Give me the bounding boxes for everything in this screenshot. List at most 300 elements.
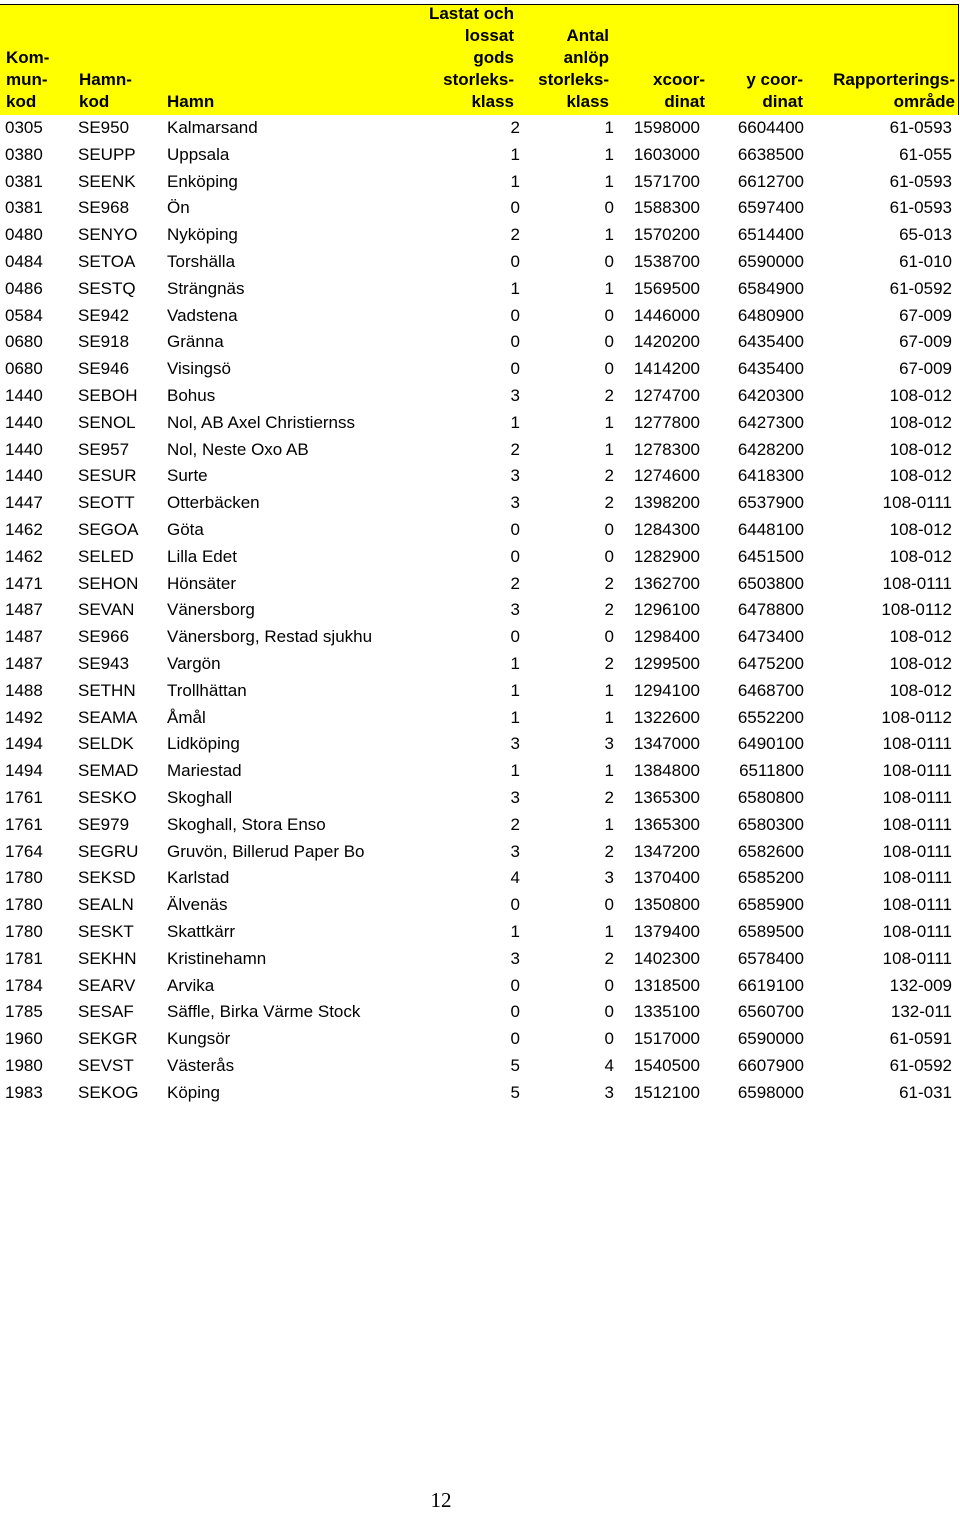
cell-rapporteringsomrade: 108-012	[889, 546, 952, 566]
cell-kommunkod: 1487	[5, 627, 43, 647]
cell-hamn: Uppsala	[167, 144, 230, 164]
cell-hamn: Visingsö	[167, 359, 231, 379]
cell-ycoordinate: 6598000	[737, 1082, 804, 1102]
cell-hamnkod: SESKO	[78, 787, 137, 807]
cell-anlop-klass: 1	[604, 707, 614, 727]
cell-hamn: Arvika	[167, 975, 215, 995]
cell-hamnkod: SEKSD	[78, 868, 136, 888]
cell-anlop-klass: 0	[604, 359, 614, 379]
cell-gods-klass: 0	[510, 546, 520, 566]
cell-hamnkod: SETHN	[78, 680, 136, 700]
cell-hamn: Trollhättan	[167, 680, 247, 700]
cell-hamnkod: SEKHN	[78, 948, 137, 968]
cell-hamnkod: SELDK	[78, 734, 134, 754]
cell-rapporteringsomrade: 108-012	[889, 412, 952, 432]
cell-hamn: Säffle, Birka Värme Stock	[167, 1002, 361, 1022]
cell-anlop-klass: 1	[604, 680, 614, 700]
cell-hamnkod: SE957	[78, 439, 130, 459]
cell-rapporteringsomrade: 108-0111	[882, 761, 952, 781]
cell-hamnkod: SEHON	[78, 573, 139, 593]
cell-rapporteringsomrade: 132-011	[890, 1002, 952, 1022]
cell-rapporteringsomrade: 67-009	[899, 332, 952, 352]
cell-ycoordinate: 6478800	[737, 600, 804, 620]
table-row	[0, 705, 960, 732]
cell-gods-klass: 1	[510, 412, 520, 432]
cell-xcoordinate: 1322600	[633, 707, 700, 727]
cell-anlop-klass: 4	[604, 1055, 614, 1075]
table-row	[0, 973, 960, 1000]
cell-hamnkod: SE968	[78, 198, 130, 218]
cell-gods-klass: 0	[510, 627, 520, 647]
cell-hamn: Bohus	[167, 385, 216, 405]
cell-kommunkod: 1494	[5, 734, 43, 754]
cell-anlop-klass: 2	[604, 493, 614, 513]
cell-anlop-klass: 3	[604, 1082, 614, 1102]
cell-anlop-klass: 0	[604, 895, 614, 915]
cell-xcoordinate: 1446000	[633, 305, 700, 325]
cell-gods-klass: 0	[510, 895, 520, 915]
cell-rapporteringsomrade: 108-0112	[881, 707, 952, 727]
cell-anlop-klass: 3	[604, 868, 614, 888]
cell-xcoordinate: 1298400	[633, 627, 700, 647]
cell-gods-klass: 2	[510, 225, 520, 245]
cell-rapporteringsomrade: 108-012	[889, 466, 952, 486]
cell-anlop-klass: 2	[604, 466, 614, 486]
cell-gods-klass: 1	[510, 144, 520, 164]
cell-hamn: Vadstena	[167, 305, 238, 325]
cell-hamn: Kalmarsand	[167, 118, 258, 137]
cell-ycoordinate: 6585200	[737, 868, 804, 888]
table-row	[0, 490, 960, 517]
cell-ycoordinate: 6589500	[737, 921, 804, 941]
cell-hamnkod: SEOTT	[78, 493, 135, 513]
cell-rapporteringsomrade: 65-013	[899, 225, 952, 245]
cell-xcoordinate: 1538700	[633, 251, 700, 271]
table-row	[0, 383, 960, 410]
cell-rapporteringsomrade: 61-0592	[889, 278, 952, 298]
cell-rapporteringsomrade: 108-0111	[882, 868, 952, 888]
cell-gods-klass: 3	[510, 466, 520, 486]
cell-hamnkod: SEBOH	[78, 385, 138, 405]
cell-rapporteringsomrade: 108-0111	[882, 787, 952, 807]
cell-rapporteringsomrade: 108-0111	[882, 841, 952, 861]
cell-ycoordinate: 6619100	[737, 975, 804, 995]
cell-anlop-klass: 1	[604, 412, 614, 432]
cell-rapporteringsomrade: 61-0591	[889, 1029, 952, 1049]
cell-rapporteringsomrade: 108-0111	[882, 814, 952, 834]
cell-kommunkod: 0680	[5, 332, 43, 352]
cell-rapporteringsomrade: 108-0111	[882, 573, 952, 593]
cell-xcoordinate: 1277800	[633, 412, 700, 432]
cell-kommunkod: 1761	[5, 787, 43, 807]
cell-gods-klass: 2	[510, 118, 520, 137]
cell-ycoordinate: 6468700	[737, 680, 804, 700]
cell-gods-klass: 1	[510, 653, 520, 673]
table-row	[0, 919, 960, 946]
cell-ycoordinate: 6514400	[737, 225, 804, 245]
cell-rapporteringsomrade: 61-031	[899, 1082, 952, 1102]
cell-anlop-klass: 1	[604, 921, 614, 941]
cell-rapporteringsomrade: 108-0111	[882, 948, 952, 968]
cell-ycoordinate: 6638500	[737, 144, 804, 164]
cell-kommunkod: 1980	[5, 1055, 43, 1075]
cell-ycoordinate: 6503800	[737, 573, 804, 593]
table-row	[0, 356, 960, 383]
table-row	[0, 1080, 960, 1107]
cell-ycoordinate: 6448100	[737, 519, 804, 539]
cell-kommunkod: 0381	[5, 171, 43, 191]
cell-kommunkod: 1462	[5, 519, 43, 539]
cell-gods-klass: 1	[510, 171, 520, 191]
cell-anlop-klass: 1	[604, 278, 614, 298]
cell-gods-klass: 3	[510, 493, 520, 513]
cell-anlop-klass: 0	[604, 332, 614, 352]
table-row	[0, 678, 960, 705]
cell-xcoordinate: 1365300	[633, 814, 700, 834]
cell-kommunkod: 0584	[5, 305, 43, 325]
cell-anlop-klass: 0	[604, 546, 614, 566]
cell-rapporteringsomrade: 108-012	[889, 385, 952, 405]
cell-hamn: Mariestad	[167, 761, 242, 781]
table-row	[0, 410, 960, 437]
table-body	[0, 115, 960, 1106]
cell-ycoordinate: 6585900	[737, 895, 804, 915]
cell-gods-klass: 0	[510, 975, 520, 995]
cell-anlop-klass: 1	[604, 439, 614, 459]
cell-xcoordinate: 1588300	[633, 198, 700, 218]
cell-hamnkod: SE946	[78, 359, 130, 379]
cell-anlop-klass: 1	[604, 814, 614, 834]
cell-ycoordinate: 6582600	[737, 841, 804, 861]
cell-hamn: Skoghall, Stora Enso	[167, 814, 326, 834]
header-gods-storleksklass: Lastat och lossat gods storleks- klass	[428, 4, 514, 111]
cell-hamnkod: SEVST	[78, 1055, 134, 1075]
cell-kommunkod: 0305	[5, 118, 43, 137]
cell-gods-klass: 0	[510, 251, 520, 271]
cell-hamnkod: SEARV	[78, 975, 136, 995]
cell-hamnkod: SENOL	[78, 412, 136, 432]
table-row	[0, 758, 960, 785]
cell-kommunkod: 0486	[5, 278, 43, 298]
cell-gods-klass: 0	[510, 332, 520, 352]
cell-rapporteringsomrade: 61-0593	[889, 171, 952, 191]
cell-gods-klass: 1	[510, 761, 520, 781]
cell-hamnkod: SESUR	[78, 466, 137, 486]
cell-anlop-klass: 1	[604, 761, 614, 781]
cell-kommunkod: 1983	[5, 1082, 43, 1102]
cell-kommunkod: 1471	[5, 573, 43, 593]
cell-ycoordinate: 6580800	[737, 787, 804, 807]
cell-rapporteringsomrade: 108-0111	[882, 493, 952, 513]
cell-hamnkod: SEAMA	[78, 707, 138, 727]
cell-xcoordinate: 1570200	[633, 225, 700, 245]
cell-gods-klass: 0	[510, 1002, 520, 1022]
cell-hamnkod: SENYO	[78, 225, 138, 245]
cell-hamnkod: SE950	[78, 118, 130, 137]
cell-hamn: Nol, Neste Oxo AB	[167, 439, 309, 459]
cell-hamnkod: SEUPP	[78, 144, 136, 164]
table-row	[0, 624, 960, 651]
cell-xcoordinate: 1274700	[633, 385, 700, 405]
table-row	[0, 517, 960, 544]
cell-kommunkod: 1785	[5, 1002, 43, 1022]
header-anlop-storleksklass: Antal anlöp storleks- klass	[538, 26, 609, 111]
cell-xcoordinate: 1420200	[633, 332, 700, 352]
cell-kommunkod: 0380	[5, 144, 43, 164]
cell-kommunkod: 0381	[5, 198, 43, 218]
cell-anlop-klass: 1	[604, 225, 614, 245]
cell-xcoordinate: 1284300	[633, 519, 700, 539]
table-row	[0, 329, 960, 356]
cell-kommunkod: 0680	[5, 359, 43, 379]
cell-ycoordinate: 6418300	[737, 466, 804, 486]
cell-gods-klass: 2	[510, 814, 520, 834]
cell-ycoordinate: 6590000	[737, 1029, 804, 1049]
table-row	[0, 1053, 960, 1080]
cell-ycoordinate: 6480900	[737, 305, 804, 325]
cell-ycoordinate: 6420300	[737, 385, 804, 405]
cell-xcoordinate: 1347200	[633, 841, 700, 861]
cell-xcoordinate: 1296100	[633, 600, 700, 620]
cell-hamnkod: SETOA	[78, 251, 136, 271]
cell-xcoordinate: 1365300	[633, 787, 700, 807]
cell-kommunkod: 1784	[5, 975, 43, 995]
cell-rapporteringsomrade: 132-009	[889, 975, 952, 995]
cell-hamn: Västerås	[167, 1055, 235, 1075]
cell-xcoordinate: 1370400	[633, 868, 700, 888]
cell-hamn: Lidköping	[167, 734, 240, 754]
table-row	[0, 651, 960, 678]
cell-ycoordinate: 6490100	[737, 734, 804, 754]
cell-ycoordinate: 6451500	[737, 546, 804, 566]
cell-ycoordinate: 6590000	[737, 251, 804, 271]
cell-xcoordinate: 1540500	[633, 1055, 700, 1075]
table-row	[0, 463, 960, 490]
cell-hamnkod: SEGRU	[78, 841, 139, 861]
cell-hamnkod: SE943	[78, 653, 130, 673]
cell-rapporteringsomrade: 108-012	[889, 439, 952, 459]
cell-hamnkod: SEKGR	[78, 1029, 138, 1049]
cell-hamn: Ön	[167, 198, 190, 218]
table-row	[0, 597, 960, 624]
cell-xcoordinate: 1398200	[633, 493, 700, 513]
cell-hamnkod: SEKOG	[78, 1082, 139, 1102]
cell-gods-klass: 0	[510, 1029, 520, 1049]
cell-anlop-klass: 0	[604, 305, 614, 325]
cell-ycoordinate: 6604400	[737, 118, 804, 137]
cell-hamn: Skattkärr	[167, 921, 236, 941]
header-kommunkod: Kom- mun- kod	[6, 48, 50, 111]
cell-gods-klass: 0	[510, 198, 520, 218]
cell-hamnkod: SELED	[78, 546, 134, 566]
cell-kommunkod: 1488	[5, 680, 43, 700]
cell-anlop-klass: 0	[604, 1029, 614, 1049]
cell-rapporteringsomrade: 61-0593	[889, 198, 952, 218]
cell-hamnkod: SESKT	[78, 921, 134, 941]
table-row	[0, 544, 960, 571]
cell-hamn: Enköping	[167, 171, 238, 191]
cell-hamnkod: SEVAN	[78, 600, 135, 620]
cell-kommunkod: 1781	[5, 948, 43, 968]
cell-hamnkod: SEALN	[78, 895, 134, 915]
cell-xcoordinate: 1350800	[633, 895, 700, 915]
cell-rapporteringsomrade: 108-0111	[882, 895, 952, 915]
cell-hamnkod: SEMAD	[78, 761, 139, 781]
cell-rapporteringsomrade: 108-0111	[882, 734, 952, 754]
cell-hamn: Lilla Edet	[167, 546, 237, 566]
table-header	[0, 4, 959, 115]
cell-kommunkod: 1780	[5, 868, 43, 888]
cell-gods-klass: 2	[510, 439, 520, 459]
table-row	[0, 249, 960, 276]
cell-kommunkod: 1494	[5, 761, 43, 781]
cell-anlop-klass: 2	[604, 385, 614, 405]
cell-ycoordinate: 6560700	[737, 1002, 804, 1022]
cell-xcoordinate: 1598000	[633, 118, 700, 137]
table-row	[0, 437, 960, 464]
cell-hamnkod: SEGOA	[78, 519, 139, 539]
cell-gods-klass: 5	[510, 1055, 520, 1075]
cell-ycoordinate: 6435400	[737, 359, 804, 379]
cell-xcoordinate: 1384800	[633, 761, 700, 781]
cell-anlop-klass: 1	[604, 171, 614, 191]
cell-anlop-klass: 2	[604, 573, 614, 593]
page-number: 12	[430, 1488, 452, 1512]
cell-ycoordinate: 6537900	[737, 493, 804, 513]
cell-rapporteringsomrade: 61-055	[899, 144, 952, 164]
cell-gods-klass: 0	[510, 359, 520, 379]
cell-anlop-klass: 0	[604, 975, 614, 995]
cell-ycoordinate: 6607900	[737, 1055, 804, 1075]
table-row	[0, 115, 960, 142]
cell-hamnkod: SESTQ	[78, 278, 136, 298]
cell-ycoordinate: 6511800	[739, 761, 804, 781]
cell-hamn: Surte	[167, 466, 208, 486]
table-row	[0, 731, 960, 758]
cell-hamn: Köping	[167, 1082, 220, 1102]
cell-anlop-klass: 2	[604, 948, 614, 968]
cell-gods-klass: 4	[510, 868, 520, 888]
cell-gods-klass: 1	[510, 707, 520, 727]
cell-rapporteringsomrade: 108-0112	[881, 600, 952, 620]
cell-anlop-klass: 3	[604, 734, 614, 754]
cell-anlop-klass: 0	[604, 198, 614, 218]
cell-anlop-klass: 0	[604, 1002, 614, 1022]
cell-anlop-klass: 2	[604, 600, 614, 620]
cell-gods-klass: 5	[510, 1082, 520, 1102]
cell-rapporteringsomrade: 108-012	[889, 627, 952, 647]
table-row	[0, 142, 960, 169]
cell-ycoordinate: 6473400	[737, 627, 804, 647]
table-row	[0, 839, 960, 866]
cell-hamn: Skoghall	[167, 787, 233, 807]
cell-hamnkod: SE918	[78, 332, 130, 352]
cell-hamn: Kristinehamn	[167, 948, 267, 968]
header-ycoordinate: y coor- dinat	[746, 70, 803, 111]
cell-xcoordinate: 1379400	[633, 921, 700, 941]
cell-rapporteringsomrade: 108-012	[889, 653, 952, 673]
table-row	[0, 276, 960, 303]
cell-gods-klass: 1	[510, 921, 520, 941]
cell-kommunkod: 1780	[5, 921, 43, 941]
cell-hamn: Vargön	[167, 653, 221, 673]
header-hamn: Hamn	[167, 92, 215, 111]
cell-ycoordinate: 6584900	[737, 278, 804, 298]
table-row	[0, 1026, 960, 1053]
cell-hamn: Hönsäter	[167, 573, 236, 593]
cell-hamn: Göta	[167, 519, 204, 539]
cell-ycoordinate: 6427300	[737, 412, 804, 432]
table-row	[0, 785, 960, 812]
table-row	[0, 946, 960, 973]
cell-xcoordinate: 1335100	[633, 1002, 700, 1022]
cell-hamn: Karlstad	[167, 868, 230, 888]
cell-hamn: Vänersborg	[167, 600, 255, 620]
cell-hamnkod: SE979	[78, 814, 130, 834]
cell-xcoordinate: 1571700	[633, 171, 700, 191]
cell-ycoordinate: 6580300	[737, 814, 804, 834]
cell-hamnkod: SE966	[78, 627, 130, 647]
cell-xcoordinate: 1517000	[633, 1029, 700, 1049]
cell-kommunkod: 1764	[5, 841, 43, 861]
cell-kommunkod: 1487	[5, 600, 43, 620]
cell-anlop-klass: 0	[604, 627, 614, 647]
cell-rapporteringsomrade: 67-009	[899, 359, 952, 379]
header-hamnkod: Hamn- kod	[79, 70, 132, 111]
cell-xcoordinate: 1278300	[633, 439, 700, 459]
cell-kommunkod: 1440	[5, 466, 43, 486]
cell-ycoordinate: 6597400	[737, 198, 804, 218]
cell-gods-klass: 0	[510, 519, 520, 539]
cell-kommunkod: 1462	[5, 546, 43, 566]
cell-gods-klass: 3	[510, 948, 520, 968]
cell-rapporteringsomrade: 108-012	[889, 680, 952, 700]
table-row	[0, 812, 960, 839]
cell-xcoordinate: 1603000	[633, 144, 700, 164]
cell-rapporteringsomrade: 61-0592	[889, 1055, 952, 1075]
cell-gods-klass: 3	[510, 841, 520, 861]
cell-ycoordinate: 6552200	[737, 707, 804, 727]
cell-gods-klass: 1	[510, 278, 520, 298]
cell-kommunkod: 1492	[5, 707, 43, 727]
cell-xcoordinate: 1569500	[633, 278, 700, 298]
cell-hamn: Torshälla	[167, 251, 236, 271]
cell-hamnkod: SE942	[78, 305, 130, 325]
table-row	[0, 999, 960, 1026]
cell-rapporteringsomrade: 61-0593	[889, 118, 952, 137]
header-rapporteringsomrade: Rapporterings- område	[833, 70, 955, 111]
table-row	[0, 892, 960, 919]
header-xcoordinate: xcoor- dinat	[653, 70, 705, 111]
cell-hamn: Nol, AB Axel Christiernss	[167, 412, 356, 432]
table-row	[0, 169, 960, 196]
cell-hamn: Kungsör	[167, 1029, 231, 1049]
cell-anlop-klass: 1	[604, 118, 614, 137]
cell-hamn: Otterbäcken	[167, 493, 260, 513]
cell-xcoordinate: 1402300	[633, 948, 700, 968]
cell-ycoordinate: 6435400	[737, 332, 804, 352]
cell-hamn: Gruvön, Billerud Paper Bo	[167, 841, 365, 861]
cell-xcoordinate: 1318500	[633, 975, 700, 995]
table-row	[0, 222, 960, 249]
cell-rapporteringsomrade: 108-012	[889, 519, 952, 539]
cell-kommunkod: 1487	[5, 653, 43, 673]
table-row	[0, 195, 960, 222]
cell-anlop-klass: 0	[604, 519, 614, 539]
cell-gods-klass: 2	[510, 573, 520, 593]
cell-xcoordinate: 1299500	[633, 653, 700, 673]
cell-rapporteringsomrade: 61-010	[899, 251, 952, 271]
